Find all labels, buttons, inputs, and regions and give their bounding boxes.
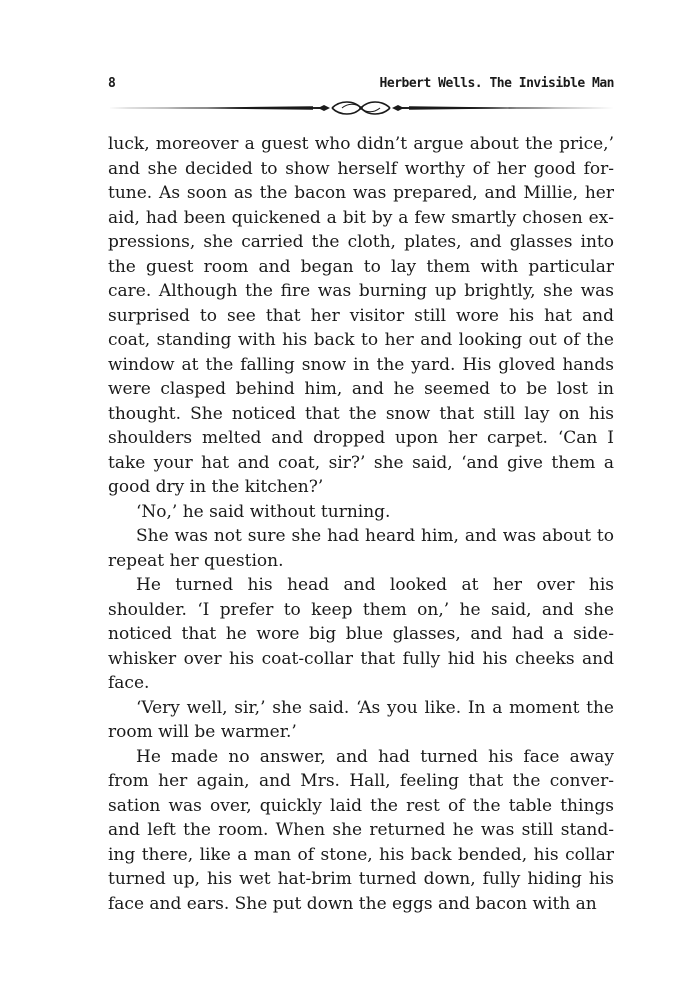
scroll-flourish-icon [108, 99, 614, 117]
header-title: Herbert Wells. The Invisible Man [379, 76, 614, 91]
body-text [108, 132, 614, 916]
page-number: 8 [108, 76, 116, 91]
paragraph: He turned his head and looked at her over his shoulder. ‘I prefer to keep them on,’ he said, and she noticed that he wore big blue glasses, and had a side-whisker over his coat-collar that fully hid his cheeks and face. [108, 575, 614, 693]
paragraph: ‘Very well, sir,’ she said. ‘As you like. In a moment the room will be warmer.’ [108, 697, 614, 742]
paragraph: She was not sure she had heard him, and was about to repeat her question. [108, 526, 614, 571]
running-head [108, 76, 614, 96]
paragraph: luck, moreover a guest who didn’t argue about the price,’ and she decided to show herself worthy of her good fortune. As soon as the bacon was prepared, and Millie, her aid, had been quickened a bit by a few smartly chosen expressions, she carried the cloth, plates, and glasses into the guest room and began to lay them with particular care. Although the fire was burning up brightly, she was surprised to see that her visitor still wore his hat and coat, standing with his back to her and looking out of the window at the falling snow in the yard. His gloved hands were clasped behind him, and he seemed to be lost in thought. She noticed that the snow that still lay on his shoulders melted and dropped upon her carpet. ‘Can I take your hat and coat, sir?’ she said, ‘and give them a good dry in the kitchen?’ [108, 134, 614, 497]
paragraph: He made no answer, and had turned his face away from her again, and Mrs. Hall, feeling that the conversation was over, quickly laid the rest of the table things and left the room. When she returned he was still standing there, like a man of stone, his back bended, his collar turned up, his wet hat-brim turned down, fully hiding his face and ears. She put down the eggs and bacon with an [108, 746, 614, 914]
paragraph: ‘No,’ he said without turning. [136, 501, 391, 522]
